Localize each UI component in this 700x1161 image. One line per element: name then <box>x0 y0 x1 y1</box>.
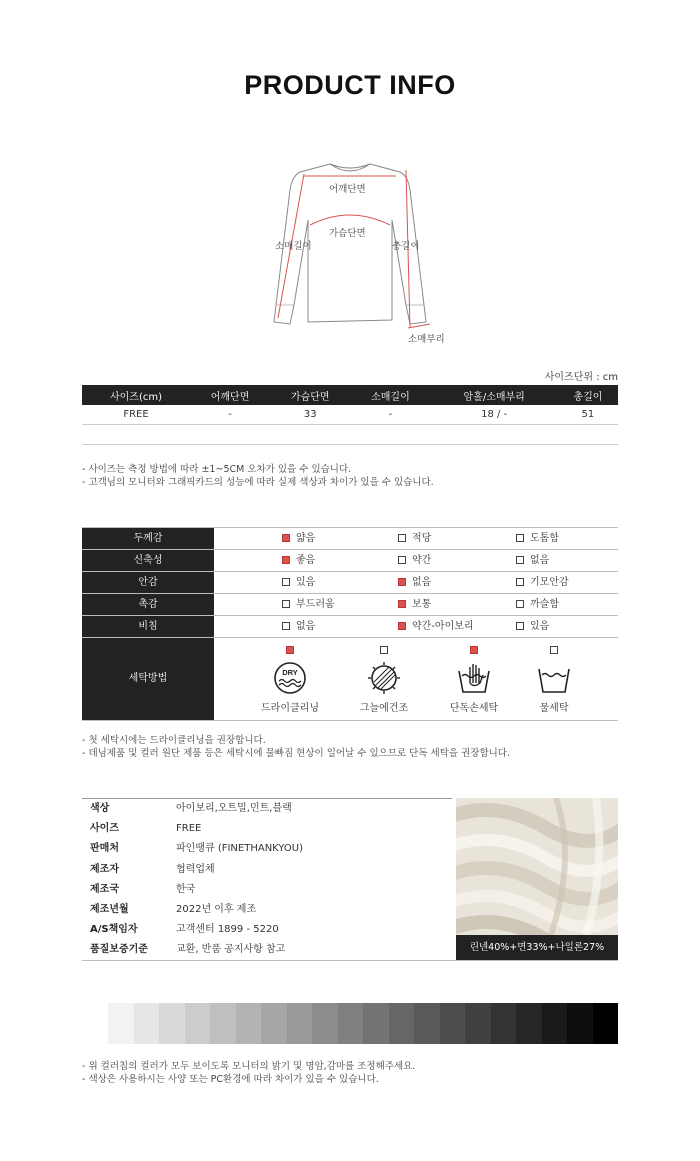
dry-text: DRY <box>282 668 298 677</box>
attribute-option <box>282 594 335 615</box>
size-unit: 사이즈단위 : cm <box>544 372 618 383</box>
table-row-empty <box>82 425 618 445</box>
attribute-row <box>82 572 618 594</box>
option-label: 까슬함 <box>530 599 559 610</box>
attribute-key: 두께감 <box>82 528 214 549</box>
info-key: 제조년월 <box>90 903 129 915</box>
attribute-table <box>82 527 618 721</box>
option-label: 적당 <box>412 533 432 544</box>
divider <box>82 960 618 961</box>
sweater-diagram <box>260 150 445 350</box>
option-label: 약간 <box>412 555 432 566</box>
gray-chip <box>159 1003 185 1044</box>
info-row <box>82 880 452 900</box>
gray-chip <box>516 1003 542 1044</box>
header-cell: 소매길이 <box>350 385 430 405</box>
info-key: 사이즈 <box>90 823 119 835</box>
gray-chip <box>593 1003 619 1044</box>
note-line: - 사이즈는 측정 방법에 따라 ±1~5CM 오차가 있을 수 있습니다. <box>82 464 352 475</box>
diagram-cuff-label: 소매부리 <box>408 334 445 345</box>
color-notes <box>82 1060 415 1086</box>
diagram-shoulder-label: 어깨단면 <box>329 184 366 195</box>
info-key: 제조자 <box>90 863 119 875</box>
option-label: 도톰함 <box>530 533 559 544</box>
washing-row <box>82 638 618 721</box>
checkbox <box>550 646 558 654</box>
checkbox <box>282 578 290 586</box>
info-row <box>82 819 452 839</box>
attribute-option <box>282 616 315 637</box>
info-value: 교환, 반품 공지사항 참고 <box>176 944 286 956</box>
attribute-option <box>398 528 431 549</box>
header-cell: 어깨단면 <box>190 385 270 405</box>
shade-dry-icon <box>364 661 404 695</box>
gray-chip <box>491 1003 517 1044</box>
checkbox <box>398 556 406 564</box>
fabric-composition: 린넨40%+면33%+나일론27% <box>456 935 618 960</box>
fabric-swatch-image <box>456 798 618 935</box>
attribute-row <box>82 528 618 550</box>
size-notes <box>82 463 434 489</box>
attribute-option <box>516 616 549 637</box>
table-cell: 51 <box>558 405 618 425</box>
info-value: 2022년 이후 제조 <box>176 903 257 915</box>
wash-option-dry <box>250 638 330 714</box>
checkbox <box>516 556 524 564</box>
gray-chip <box>567 1003 593 1044</box>
option-label: 약간-아이보리 <box>412 621 474 632</box>
checkbox <box>398 600 406 608</box>
info-key: 색상 <box>90 803 110 814</box>
info-row <box>82 920 452 940</box>
note-line: - 색상은 사용하시는 사양 또는 PC환경에 따라 차이가 있을 수 있습니다. <box>82 1074 379 1085</box>
gray-chip <box>261 1003 287 1044</box>
info-value: 한국 <box>176 883 196 895</box>
table-cell: 33 <box>270 405 350 425</box>
product-info-list <box>82 798 452 961</box>
wash-option-shade <box>344 638 424 714</box>
checkbox <box>516 578 524 586</box>
table-cell: - <box>190 405 270 425</box>
wash-option-water <box>514 638 594 714</box>
hand-wash-icon <box>456 661 492 695</box>
attribute-option <box>282 550 315 571</box>
option-label: 얇음 <box>296 533 316 544</box>
checkbox <box>398 578 406 586</box>
gray-chip <box>287 1003 313 1044</box>
option-label: 있음 <box>296 577 316 588</box>
gray-chip <box>108 1003 134 1044</box>
attribute-key: 신축성 <box>82 550 214 571</box>
gray-scale-chip <box>108 1003 618 1044</box>
attribute-option <box>516 550 549 571</box>
info-row <box>82 799 452 819</box>
note-line: - 고객님의 모니터와 그래픽카드의 성능에 따라 실제 색상과 차이가 있을 수 있습니다. <box>82 477 434 488</box>
info-key: A/S책임자 <box>90 924 138 936</box>
option-label: 보통 <box>412 599 432 610</box>
info-value: 협력업체 <box>176 863 215 875</box>
checkbox <box>516 600 524 608</box>
wash-option-hand <box>434 638 514 714</box>
attribute-key: 안감 <box>82 572 214 593</box>
gray-chip <box>185 1003 211 1044</box>
info-value: 아이보리,오트밀,민트,블랙 <box>176 803 292 814</box>
gray-chip <box>134 1003 160 1044</box>
wash-label: 단독손세탁 <box>449 703 499 714</box>
option-label: 없음 <box>530 555 550 566</box>
attribute-row <box>82 616 618 638</box>
attribute-key: 촉감 <box>82 594 214 615</box>
header-cell: 암홀/소매부리 <box>431 385 558 405</box>
attribute-key: 비침 <box>82 616 214 637</box>
info-key: 품질보증기준 <box>90 944 148 956</box>
option-label: 있음 <box>530 621 550 632</box>
checkbox <box>282 556 290 564</box>
info-row <box>82 940 452 960</box>
dry-clean-icon <box>273 661 307 695</box>
info-value: 고객센터 1899 - 5220 <box>176 924 279 936</box>
attribute-row <box>82 550 618 572</box>
info-value: 파인땡큐 (FINETHANKYOU) <box>176 843 304 855</box>
checkbox <box>286 646 294 654</box>
gray-chip <box>312 1003 338 1044</box>
wash-label: 그늘에건조 <box>359 703 409 714</box>
diagram-chest-label: 가슴단면 <box>329 228 366 239</box>
water-wash-icon <box>536 661 572 695</box>
attribute-key: 세탁방법 <box>82 638 214 720</box>
checkbox <box>516 534 524 542</box>
option-label: 없음 <box>412 577 432 588</box>
note-line: - 첫 세탁시에는 드라이클리닝을 권장합니다. <box>82 735 266 746</box>
checkbox <box>398 534 406 542</box>
checkbox <box>398 622 406 630</box>
header-cell: 가슴단면 <box>270 385 350 405</box>
info-row <box>82 839 452 859</box>
wash-label: 드라이클리닝 <box>261 703 319 714</box>
diagram-total-label: 총길이 <box>392 241 420 252</box>
table-cell: 18 / - <box>431 405 558 425</box>
attribute-option <box>398 616 474 637</box>
diagram-sleeve-label: 소매길이 <box>275 241 312 252</box>
option-label: 없음 <box>296 621 316 632</box>
gray-chip <box>440 1003 466 1044</box>
attribute-option <box>398 572 431 593</box>
checkbox <box>282 622 290 630</box>
header-cell: 사이즈(cm) <box>82 385 190 405</box>
table-cell: - <box>350 405 430 425</box>
attribute-option <box>282 572 315 593</box>
gray-chip <box>236 1003 262 1044</box>
size-table-header <box>82 385 618 405</box>
attribute-option <box>398 550 431 571</box>
checkbox <box>470 646 478 654</box>
attribute-option <box>516 528 559 549</box>
option-label: 부드러움 <box>296 599 335 610</box>
gray-chip <box>210 1003 236 1044</box>
info-row <box>82 860 452 880</box>
gray-chip <box>414 1003 440 1044</box>
option-label: 좋음 <box>296 555 316 566</box>
page-title: PRODUCT INFO <box>244 70 456 100</box>
gray-chip <box>542 1003 568 1044</box>
info-key: 제조국 <box>90 883 119 895</box>
checkbox <box>516 622 524 630</box>
attribute-option <box>282 528 315 549</box>
info-value: FREE <box>176 823 202 835</box>
knit-texture-icon <box>456 798 618 935</box>
wash-notes <box>82 734 510 760</box>
header-cell: 총길이 <box>558 385 618 405</box>
gray-chip <box>465 1003 491 1044</box>
gray-chip <box>338 1003 364 1044</box>
checkbox <box>380 646 388 654</box>
note-line: - 위 컬러칩의 컬러가 모두 보이도록 모니터의 밝기 및 명암,감마를 조정해주세요. <box>82 1061 416 1072</box>
option-label: 기모안감 <box>530 577 569 588</box>
note-line: - 데님제품 및 컬러 원단 제품 등은 세탁시에 물빠짐 현상이 일어날 수 있으므로 단독 세탁을 권장합니다. <box>82 748 511 759</box>
size-table <box>82 385 618 445</box>
checkbox <box>282 534 290 542</box>
attribute-option <box>398 594 431 615</box>
wash-label: 물세탁 <box>539 703 569 714</box>
checkbox <box>282 600 290 608</box>
info-row <box>82 900 452 920</box>
gray-chip <box>389 1003 415 1044</box>
table-cell: FREE <box>82 405 190 425</box>
attribute-row <box>82 594 618 616</box>
attribute-option <box>516 594 559 615</box>
table-row <box>82 405 618 425</box>
info-key: 판매처 <box>90 843 119 855</box>
attribute-option <box>516 572 569 593</box>
gray-chip <box>363 1003 389 1044</box>
